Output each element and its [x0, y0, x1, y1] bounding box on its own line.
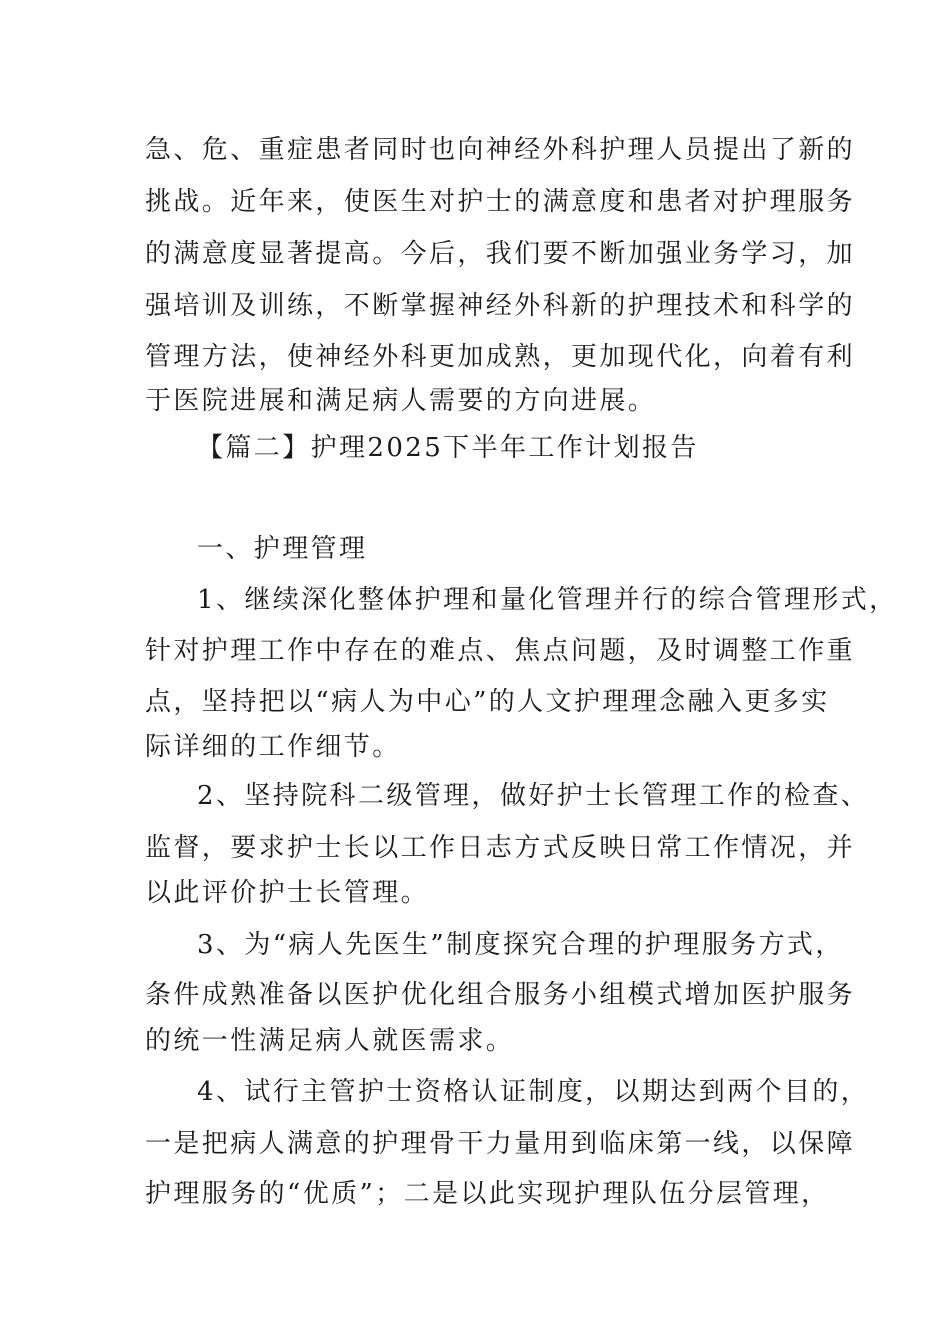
list-item-line: 的统一性满足病人就医需求。: [145, 1026, 515, 1056]
paragraph-line: 急、危、重症患者同时也向神经外科护理人员提出了新的: [145, 135, 856, 165]
list-item-line: 际详细的工作细节。: [145, 732, 401, 762]
paragraph-line: 管理方法，使神经外科更加成熟，更加现代化，向着有利: [145, 342, 856, 372]
list-item-line: 条件成熟准备以医护优化组合服务小组模式增加医护服务: [145, 980, 856, 1010]
list-item-line: 1、继续深化整体护理和量化管理并行的综合管理形式，: [197, 585, 898, 615]
section-title: 【篇二】护理2025下半年工作计划报告: [197, 433, 699, 463]
list-item-line: 监督，要求护士长以工作日志方式反映日常工作情况，并: [145, 833, 856, 863]
paragraph-line: 挑战。近年来，使医生对护士的满意度和患者对护理服务: [145, 187, 856, 217]
list-item-line: 点，坚持把以“病人为中心”的人文护理理念融入更多实: [145, 687, 830, 717]
list-item-line: 一是把病人满意的护理骨干力量用到临床第一线，以保障: [145, 1129, 856, 1159]
list-item-line: 3、为“病人先医生”制度探究合理的护理服务方式，: [197, 930, 844, 960]
list-item-line: 4、试行主管护士资格认证制度，以期达到两个目的，: [197, 1077, 870, 1107]
list-item-line: 护理服务的“优质”；二是以此实现护理队伍分层管理，: [145, 1179, 830, 1209]
list-item-line: 以此评价护士长管理。: [145, 878, 430, 908]
paragraph-line: 的满意度显著提高。今后，我们要不断加强业务学习，加: [145, 239, 856, 269]
paragraph-line: 强培训及训练，不断掌握神经外科新的护理技术和科学的: [145, 291, 856, 321]
list-item-line: 2、坚持院科二级管理，做好护士长管理工作的检查、: [197, 781, 870, 811]
list-item-line: 针对护理工作中存在的难点、焦点问题，及时调整工作重: [145, 636, 856, 666]
subheading: 一、护理管理: [197, 534, 368, 564]
paragraph-line: 于医院进展和满足病人需要的方向进展。: [145, 386, 657, 416]
